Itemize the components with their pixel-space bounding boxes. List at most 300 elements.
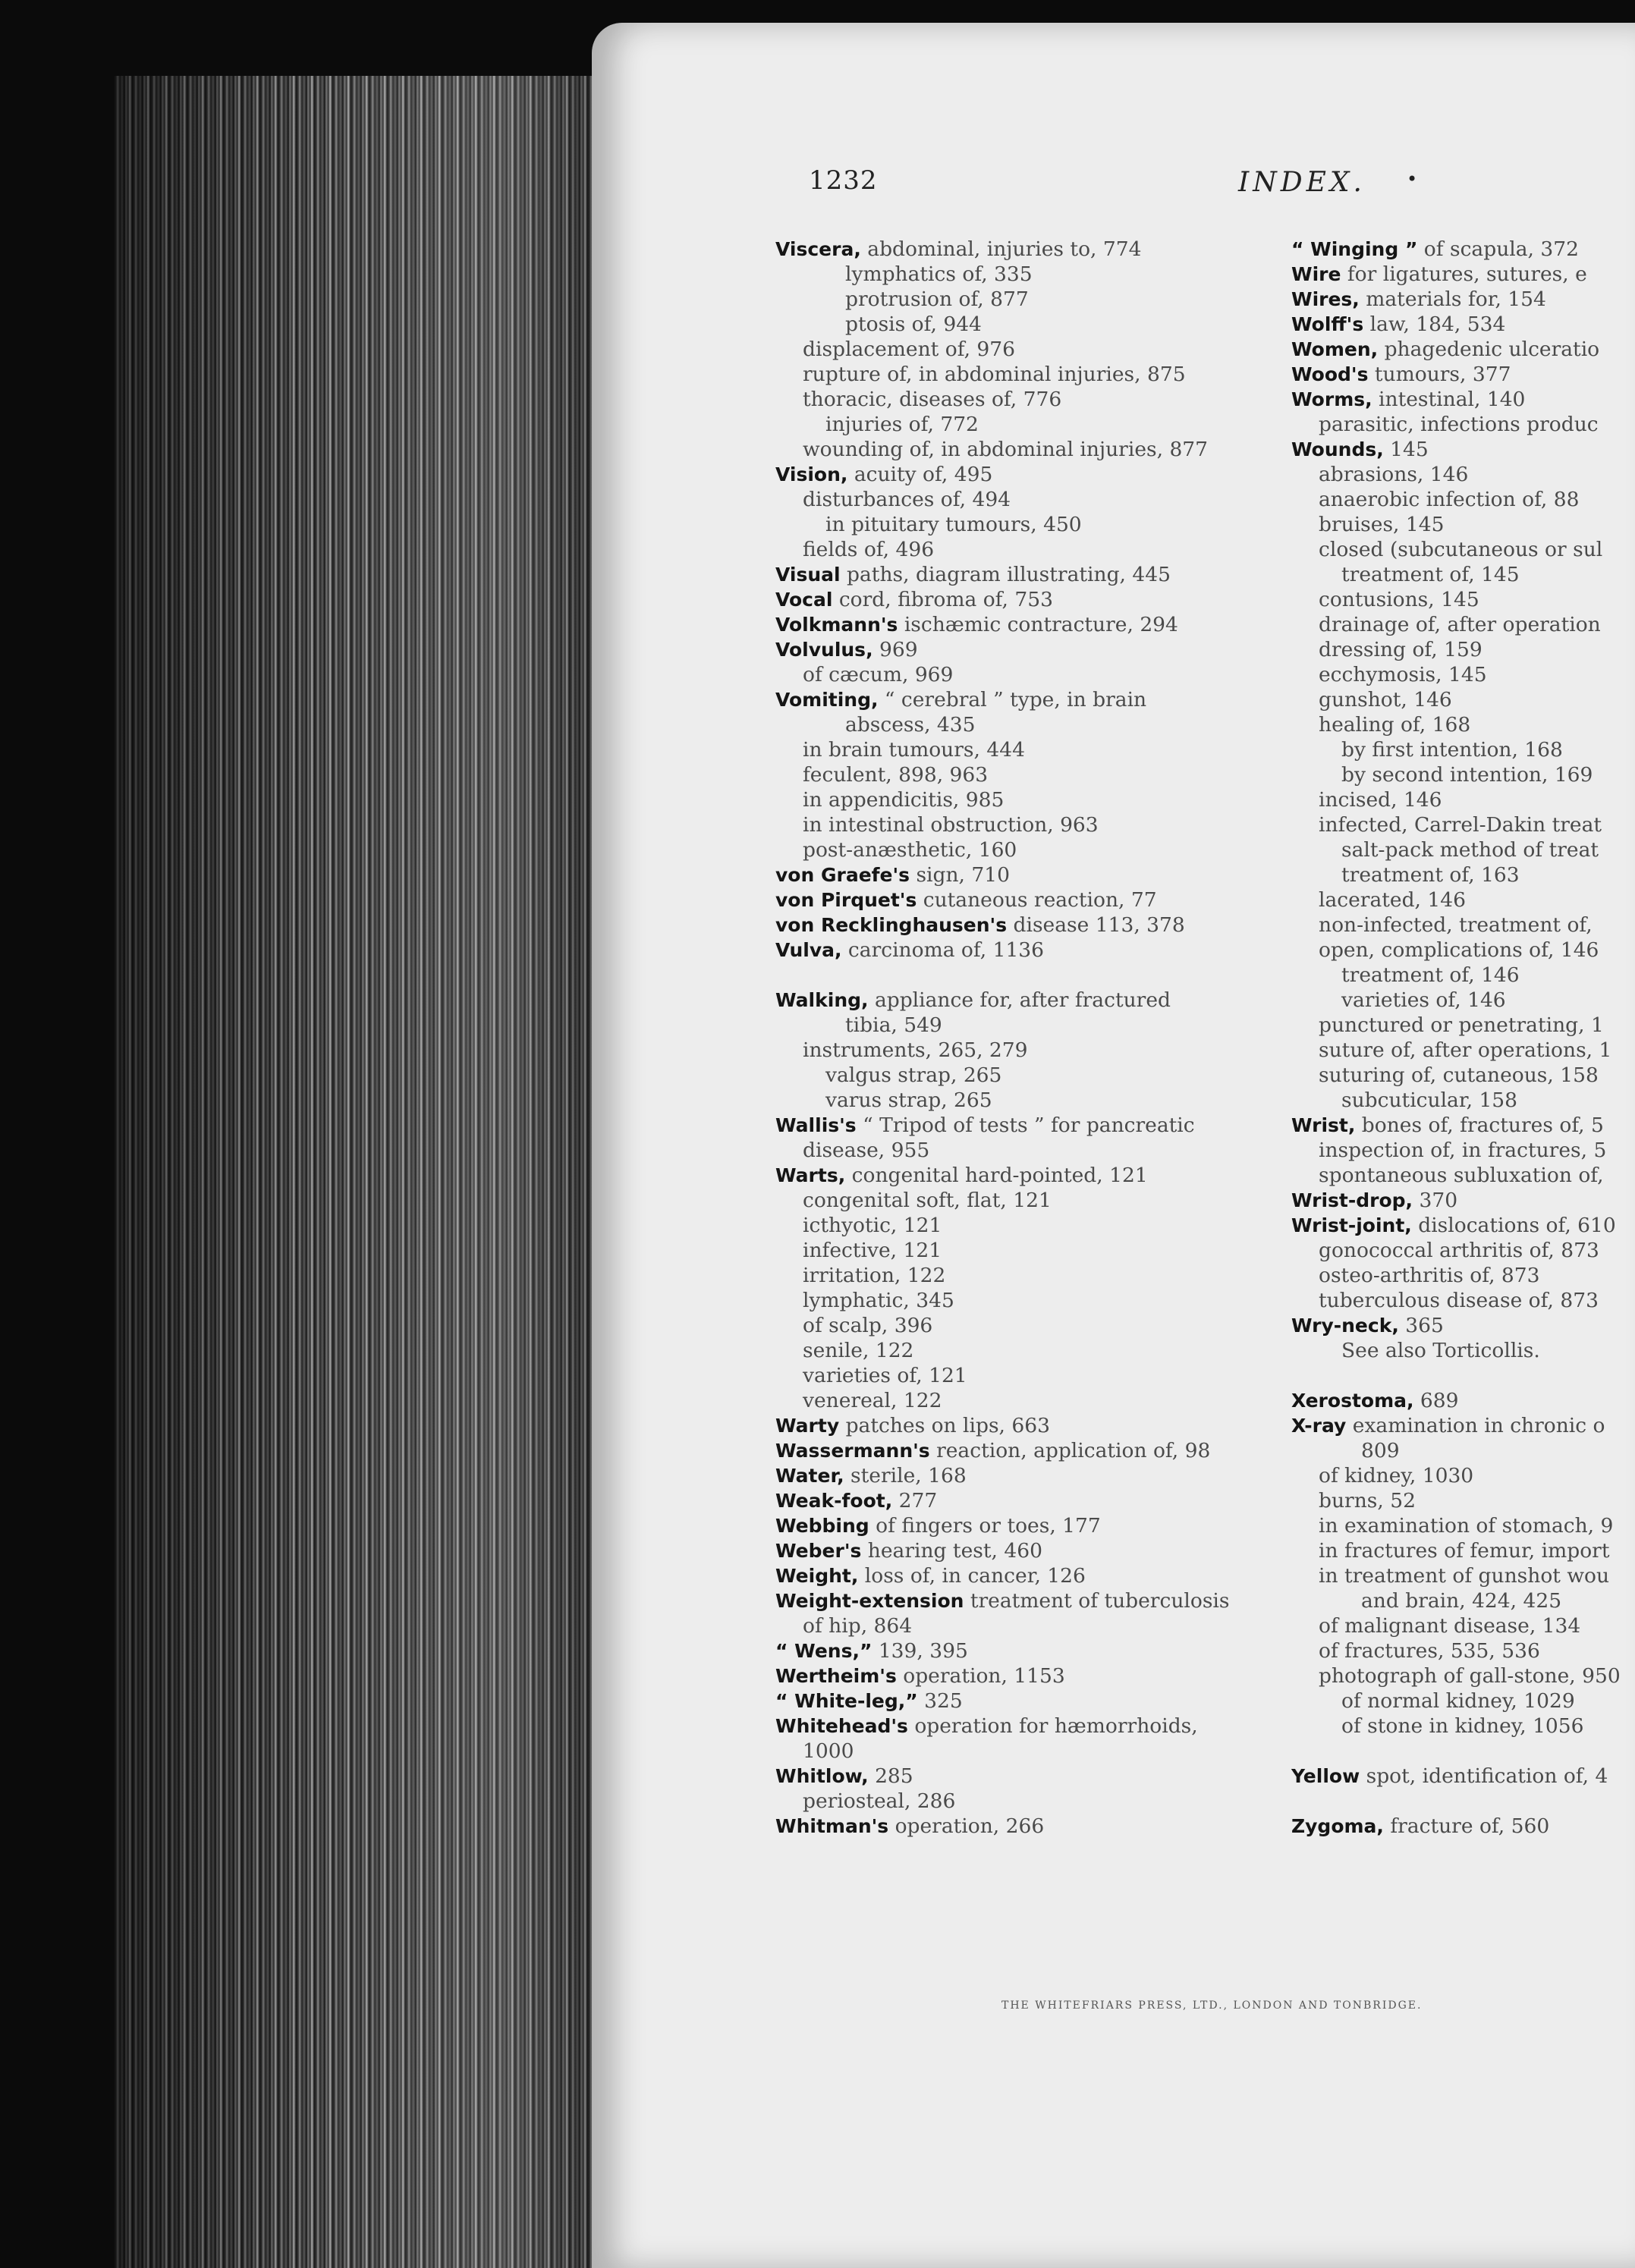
index-text: acuity of, 495 xyxy=(847,463,993,486)
index-subentry xyxy=(1291,612,1635,637)
index-text: in treatment of gunshot wou xyxy=(1319,1564,1610,1588)
index-subentry xyxy=(1291,1138,1635,1163)
index-entry xyxy=(775,1113,1276,1138)
index-subentry xyxy=(775,537,1276,562)
index-text: gonococcal arthritis of, 873 xyxy=(1319,1239,1599,1262)
index-subentry xyxy=(775,1088,1276,1113)
index-heading: Whitlow, xyxy=(775,1765,869,1787)
index-subentry xyxy=(1291,812,1635,837)
index-heading: Whitehead's xyxy=(775,1715,908,1737)
index-subentry xyxy=(775,812,1276,837)
index-text: punctured or penetrating, 1 xyxy=(1319,1013,1604,1037)
header-mark: • xyxy=(1407,168,1418,190)
index-entry xyxy=(1291,262,1635,287)
index-text: gunshot, 146 xyxy=(1319,688,1452,711)
index-subentry xyxy=(1291,1488,1635,1513)
index-text: of scapula, 372 xyxy=(1417,237,1579,261)
index-entry xyxy=(775,1538,1276,1563)
index-text: periosteal, 286 xyxy=(803,1789,956,1813)
index-subentry xyxy=(1291,687,1635,712)
index-text: examination in chronic o xyxy=(1346,1414,1605,1437)
index-subentry xyxy=(1291,1513,1635,1538)
index-subentry xyxy=(775,1238,1276,1263)
index-entry xyxy=(775,1638,1276,1663)
index-text: of scalp, 396 xyxy=(803,1314,933,1337)
index-text: lymphatic, 345 xyxy=(803,1289,954,1312)
index-text: hearing test, 460 xyxy=(861,1539,1042,1563)
index-text: abdominal, injuries to, 774 xyxy=(860,237,1142,261)
index-entry xyxy=(775,913,1276,938)
index-subentry xyxy=(1291,1613,1635,1638)
index-subentry xyxy=(1291,737,1635,762)
index-text: sterile, 168 xyxy=(844,1464,967,1487)
index-heading: Volkmann's xyxy=(775,614,898,636)
index-heading: Visual xyxy=(775,564,841,586)
index-heading: von Recklinghausen's xyxy=(775,914,1008,936)
index-subentry xyxy=(1291,1338,1635,1363)
index-text: of fingers or toes, 177 xyxy=(869,1514,1101,1538)
index-subentry xyxy=(1291,487,1635,512)
index-text: healing of, 168 xyxy=(1319,713,1471,737)
index-text: subcuticular, 158 xyxy=(1341,1088,1518,1112)
index-text: rupture of, in abdominal injuries, 875 xyxy=(803,363,1186,386)
index-text: instruments, 265, 279 xyxy=(803,1038,1028,1062)
index-text: varieties of, 146 xyxy=(1341,988,1506,1012)
index-entry xyxy=(1291,287,1635,312)
index-text: in appendicitis, 985 xyxy=(803,788,1005,812)
index-text: in fractures of femur, import xyxy=(1319,1539,1610,1563)
index-text: disease 113, 378 xyxy=(1007,913,1185,937)
index-text: congenital soft, flat, 121 xyxy=(803,1189,1052,1212)
index-subentry xyxy=(1291,1013,1635,1038)
index-text: for ligatures, sutures, e xyxy=(1341,262,1587,286)
index-text: senile, 122 xyxy=(803,1339,914,1362)
index-subentry xyxy=(1291,887,1635,913)
index-heading: “ White-leg,” xyxy=(775,1690,918,1712)
index-text: patches on lips, 663 xyxy=(839,1414,1050,1437)
page-number: 1232 xyxy=(809,165,878,196)
index-text: of stone in kidney, 1056 xyxy=(1341,1714,1584,1738)
index-text: lymphatics of, 335 xyxy=(845,262,1033,286)
index-heading: Vomiting, xyxy=(775,689,879,711)
index-subentry xyxy=(775,1789,1276,1814)
section-gap xyxy=(1291,1739,1635,1764)
index-subentry xyxy=(775,662,1276,687)
index-text: inspection of, in fractures, 5 xyxy=(1319,1139,1607,1162)
index-entry xyxy=(775,687,1276,712)
index-entry xyxy=(775,612,1276,637)
index-subentry xyxy=(1291,1714,1635,1739)
index-subentry xyxy=(1291,512,1635,537)
index-entry xyxy=(775,1764,1276,1789)
index-subentry xyxy=(1291,1438,1635,1463)
index-text: 277 xyxy=(892,1489,938,1513)
index-text: abscess, 435 xyxy=(845,713,976,737)
index-text: lacerated, 146 xyxy=(1319,888,1466,912)
index-subentry xyxy=(775,487,1276,512)
index-heading: X-ray xyxy=(1291,1415,1347,1437)
index-heading: Wallis's xyxy=(775,1114,857,1136)
printer-imprint: THE WHITEFRIARS PRESS, LTD., LONDON AND TONBRIDGE. xyxy=(1001,1999,1423,2012)
index-subentry xyxy=(775,1288,1276,1313)
index-subentry xyxy=(775,1313,1276,1338)
index-text: in examination of stomach, 9 xyxy=(1319,1514,1614,1538)
index-entry xyxy=(775,1438,1276,1463)
index-subentry xyxy=(775,1263,1276,1288)
index-entry xyxy=(775,862,1276,887)
index-subentry xyxy=(775,362,1276,387)
index-heading: Weight, xyxy=(775,1565,859,1587)
index-entry xyxy=(1291,1113,1635,1138)
index-heading: Women, xyxy=(1291,338,1379,360)
index-entry xyxy=(775,887,1276,913)
index-text: of normal kidney, 1029 xyxy=(1341,1689,1575,1713)
index-entry xyxy=(1291,387,1635,412)
index-text: 1000 xyxy=(803,1739,854,1763)
index-subentry xyxy=(1291,537,1635,562)
index-text: tibia, 549 xyxy=(845,1013,942,1037)
index-text: by second intention, 169 xyxy=(1341,763,1593,787)
index-text: varus strap, 265 xyxy=(825,1088,992,1112)
index-text: bruises, 145 xyxy=(1319,513,1445,536)
index-text: treatment of, 145 xyxy=(1341,563,1520,586)
index-subentry xyxy=(1291,1538,1635,1563)
index-subentry xyxy=(1291,637,1635,662)
index-entry xyxy=(1291,362,1635,387)
index-heading: Weber's xyxy=(775,1540,862,1562)
index-entry xyxy=(1291,1413,1635,1438)
index-text: 285 xyxy=(868,1764,913,1788)
index-heading: von Graefe's xyxy=(775,864,910,886)
index-entry xyxy=(775,1563,1276,1588)
index-heading: “ Winging ” xyxy=(1291,238,1418,260)
index-subentry xyxy=(1291,562,1635,587)
index-entry xyxy=(1291,1313,1635,1338)
index-heading: Wood's xyxy=(1291,363,1369,385)
index-heading: Worms, xyxy=(1291,388,1372,410)
index-subentry xyxy=(775,1613,1276,1638)
index-heading: Wounds, xyxy=(1291,438,1384,460)
index-subentry xyxy=(1291,837,1635,862)
section-gap xyxy=(1291,1789,1635,1814)
index-text: 689 xyxy=(1413,1389,1459,1412)
index-subentry xyxy=(775,1739,1276,1764)
index-subentry xyxy=(775,287,1276,312)
index-text: congenital hard-pointed, 121 xyxy=(845,1164,1148,1187)
index-text: icthyotic, 121 xyxy=(803,1214,942,1237)
index-text: disturbances of, 494 xyxy=(803,488,1011,511)
index-text: thoracic, diseases of, 776 xyxy=(803,388,1062,411)
index-heading: Wrist-drop, xyxy=(1291,1189,1413,1211)
index-subentry xyxy=(775,312,1276,337)
index-entry xyxy=(1291,1188,1635,1213)
index-text: varieties of, 121 xyxy=(803,1364,967,1387)
index-subentry xyxy=(1291,412,1635,437)
index-entry xyxy=(775,1663,1276,1688)
index-subentry xyxy=(1291,1688,1635,1714)
index-text: phagedenic ulceratio xyxy=(1378,338,1600,361)
index-entry xyxy=(775,1688,1276,1714)
section-gap xyxy=(775,963,1276,988)
index-subentry xyxy=(1291,1063,1635,1088)
index-heading: Vision, xyxy=(775,463,848,485)
index-entry xyxy=(775,637,1276,662)
index-entry xyxy=(1291,337,1635,362)
index-subentry xyxy=(775,512,1276,537)
index-text: carcinoma of, 1136 xyxy=(841,938,1045,962)
index-heading: Wolff's xyxy=(1291,313,1364,335)
index-subentry xyxy=(1291,1638,1635,1663)
index-text: sign, 710 xyxy=(910,863,1010,887)
index-subentry xyxy=(775,837,1276,862)
index-heading: Walking, xyxy=(775,989,869,1011)
index-text: burns, 52 xyxy=(1319,1489,1416,1513)
index-heading: Wires, xyxy=(1291,288,1360,310)
index-entry xyxy=(775,938,1276,963)
index-subentry xyxy=(775,262,1276,287)
index-subentry xyxy=(775,762,1276,787)
index-subentry xyxy=(775,437,1276,462)
index-text: drainage of, after operation xyxy=(1319,613,1601,636)
index-text: abrasions, 146 xyxy=(1319,463,1469,486)
index-subentry xyxy=(1291,662,1635,687)
index-heading: Zygoma, xyxy=(1291,1815,1384,1837)
index-text: tumours, 377 xyxy=(1368,363,1511,386)
index-entry xyxy=(775,1463,1276,1488)
index-text: 809 xyxy=(1361,1439,1400,1462)
index-subentry xyxy=(1291,988,1635,1013)
index-text: treatment of, 163 xyxy=(1341,863,1520,887)
index-text: dressing of, 159 xyxy=(1319,638,1483,661)
index-text: injuries of, 772 xyxy=(825,413,979,436)
index-text: suture of, after operations, 1 xyxy=(1319,1038,1612,1062)
index-heading: Webbing xyxy=(775,1515,869,1537)
index-text: post-anæsthetic, 160 xyxy=(803,838,1017,862)
index-text: feculent, 898, 963 xyxy=(803,763,989,787)
index-text: operation for hæmorrhoids, xyxy=(907,1714,1198,1738)
index-text: of cæcum, 969 xyxy=(803,663,954,686)
index-text: parasitic, infections produc xyxy=(1319,413,1599,436)
index-text: open, complications of, 146 xyxy=(1319,938,1599,962)
index-subentry xyxy=(775,1063,1276,1088)
index-entry xyxy=(1291,237,1635,262)
index-text: salt-pack method of treat xyxy=(1341,838,1599,862)
index-heading: Warts, xyxy=(775,1164,846,1186)
index-heading: “ Wens,” xyxy=(775,1640,873,1662)
index-entry xyxy=(1291,1388,1635,1413)
index-subentry xyxy=(775,712,1276,737)
index-text: suturing of, cutaneous, 158 xyxy=(1319,1063,1599,1087)
section-gap xyxy=(1291,1363,1635,1388)
index-subentry xyxy=(1291,1288,1635,1313)
index-text: anaerobic infection of, 88 xyxy=(1319,488,1580,511)
index-subentry xyxy=(775,387,1276,412)
index-subentry xyxy=(1291,587,1635,612)
index-entry xyxy=(775,1513,1276,1538)
index-column-right xyxy=(1291,237,1635,1839)
index-text: in pituitary tumours, 450 xyxy=(825,513,1082,536)
index-subentry xyxy=(775,337,1276,362)
index-subentry xyxy=(1291,462,1635,487)
index-entry xyxy=(775,988,1276,1013)
index-heading: Wry-neck, xyxy=(1291,1315,1399,1337)
index-subentry xyxy=(775,1013,1276,1038)
index-text: tuberculous disease of, 873 xyxy=(1319,1289,1599,1312)
index-text: bones of, fractures of, 5 xyxy=(1355,1114,1604,1137)
index-heading: Wrist-joint, xyxy=(1291,1214,1412,1236)
index-heading: Whitman's xyxy=(775,1815,889,1837)
index-subentry xyxy=(1291,1238,1635,1263)
index-heading: Water, xyxy=(775,1465,844,1487)
index-subentry xyxy=(1291,762,1635,787)
index-text: cutaneous reaction, 77 xyxy=(917,888,1157,912)
index-entry xyxy=(775,237,1276,262)
index-subentry xyxy=(1291,938,1635,963)
index-subentry xyxy=(775,1188,1276,1213)
index-text: closed (subcutaneous or sul xyxy=(1319,538,1603,561)
index-text: in intestinal obstruction, 963 xyxy=(803,813,1099,837)
index-text: disease, 955 xyxy=(803,1139,930,1162)
index-text: paths, diagram illustrating, 445 xyxy=(840,563,1171,586)
index-text: of kidney, 1030 xyxy=(1319,1464,1474,1487)
index-text: treatment of tuberculosis xyxy=(964,1589,1230,1613)
index-text: infected, Carrel-Dakin treat xyxy=(1319,813,1602,837)
index-subentry xyxy=(1291,963,1635,988)
index-entry xyxy=(775,562,1276,587)
index-subentry xyxy=(1291,1588,1635,1613)
index-subentry xyxy=(1291,1663,1635,1688)
index-heading: Volvulus, xyxy=(775,639,873,661)
index-text: operation, 266 xyxy=(888,1814,1045,1838)
index-text: 145 xyxy=(1383,438,1429,461)
index-entry xyxy=(775,587,1276,612)
index-entry xyxy=(1291,1213,1635,1238)
index-text: ptosis of, 944 xyxy=(845,313,982,336)
index-text: of malignant disease, 134 xyxy=(1319,1614,1581,1638)
index-entry xyxy=(775,1814,1276,1839)
index-subentry xyxy=(775,737,1276,762)
index-subentry xyxy=(775,1388,1276,1413)
index-subentry xyxy=(1291,787,1635,812)
index-subentry xyxy=(775,412,1276,437)
index-text: fields of, 496 xyxy=(803,538,935,561)
index-heading: Viscera, xyxy=(775,238,861,260)
index-heading: Vocal xyxy=(775,589,833,611)
index-text: valgus strap, 265 xyxy=(825,1063,1002,1087)
index-text: in brain tumours, 444 xyxy=(803,738,1025,762)
index-text: “ cerebral ” type, in brain xyxy=(878,688,1147,711)
index-text: displacement of, 976 xyxy=(803,338,1015,361)
index-heading: von Pirquet's xyxy=(775,889,917,911)
index-text: osteo-arthritis of, 873 xyxy=(1319,1264,1540,1287)
index-subentry xyxy=(775,1338,1276,1363)
index-subentry xyxy=(1291,1463,1635,1488)
index-text: “ Tripod of tests ” for pancreatic xyxy=(856,1114,1195,1137)
index-text: ischæmic contracture, 294 xyxy=(898,613,1178,636)
index-heading: Warty xyxy=(775,1415,840,1437)
index-text: intestinal, 140 xyxy=(1372,388,1526,411)
index-heading: Xerostoma, xyxy=(1291,1390,1414,1412)
index-heading: Wire xyxy=(1291,263,1341,285)
index-subentry xyxy=(1291,1038,1635,1063)
index-text: ecchymosis, 145 xyxy=(1319,663,1487,686)
index-subentry xyxy=(775,787,1276,812)
index-text: irritation, 122 xyxy=(803,1264,946,1287)
index-entry xyxy=(775,462,1276,487)
index-heading: Wrist, xyxy=(1291,1114,1356,1136)
index-heading: Wassermann's xyxy=(775,1440,930,1462)
index-entry xyxy=(1291,437,1635,462)
index-entry xyxy=(775,1588,1276,1613)
index-text: non-infected, treatment of, xyxy=(1319,913,1593,937)
index-text: photograph of gall-stone, 950 xyxy=(1319,1664,1621,1688)
index-text: treatment of, 146 xyxy=(1341,963,1520,987)
index-heading: Weight-extension xyxy=(775,1590,964,1612)
index-text: wounding of, in abdominal injuries, 877 xyxy=(803,438,1209,461)
running-head: INDEX. xyxy=(1238,167,1366,198)
index-text: spot, identification of, 4 xyxy=(1360,1764,1608,1788)
index-text: loss of, in cancer, 126 xyxy=(858,1564,1086,1588)
index-entry xyxy=(775,1488,1276,1513)
index-text: of hip, 864 xyxy=(803,1614,913,1638)
index-text: reaction, application of, 98 xyxy=(929,1439,1211,1462)
index-text: See also Torticollis. xyxy=(1341,1339,1540,1362)
index-text: dislocations of, 610 xyxy=(1411,1214,1616,1237)
index-text: 969 xyxy=(873,638,918,661)
index-text: operation, 1153 xyxy=(896,1664,1065,1688)
index-subentry xyxy=(1291,1563,1635,1588)
index-subentry xyxy=(775,1038,1276,1063)
index-heading: Yellow xyxy=(1291,1765,1360,1787)
index-text: contusions, 145 xyxy=(1319,588,1479,611)
index-text: venereal, 122 xyxy=(803,1389,942,1412)
index-subentry xyxy=(1291,1088,1635,1113)
index-heading: Vulva, xyxy=(775,939,842,961)
index-heading: Weak-foot, xyxy=(775,1490,893,1512)
index-text: and brain, 424, 425 xyxy=(1361,1589,1562,1613)
index-subentry xyxy=(1291,1263,1635,1288)
index-subentry xyxy=(1291,1163,1635,1188)
book-edge-shading xyxy=(114,76,599,2268)
index-text: 139, 395 xyxy=(872,1639,968,1663)
index-text: appliance for, after fractured xyxy=(868,988,1171,1012)
index-text: protrusion of, 877 xyxy=(845,287,1029,311)
index-entry xyxy=(1291,312,1635,337)
index-text: of fractures, 535, 536 xyxy=(1319,1639,1540,1663)
index-subentry xyxy=(1291,712,1635,737)
index-text: cord, fibroma of, 753 xyxy=(832,588,1053,611)
index-entry xyxy=(1291,1764,1635,1789)
index-subentry xyxy=(1291,913,1635,938)
index-text: 365 xyxy=(1398,1314,1444,1337)
index-text: infective, 121 xyxy=(803,1239,942,1262)
index-text: fracture of, 560 xyxy=(1383,1814,1550,1838)
index-text: by first intention, 168 xyxy=(1341,738,1563,762)
index-entry xyxy=(1291,1814,1635,1839)
index-entry xyxy=(775,1714,1276,1739)
index-text: materials for, 154 xyxy=(1359,287,1546,311)
index-subentry xyxy=(1291,862,1635,887)
index-entry xyxy=(775,1163,1276,1188)
index-column-left xyxy=(775,237,1276,1839)
index-heading: Wertheim's xyxy=(775,1665,897,1687)
index-text: incised, 146 xyxy=(1319,788,1442,812)
index-text: 325 xyxy=(917,1689,963,1713)
index-text: 370 xyxy=(1413,1189,1458,1212)
index-entry xyxy=(775,1413,1276,1438)
index-text: spontaneous subluxation of, xyxy=(1319,1164,1604,1187)
index-subentry xyxy=(775,1138,1276,1163)
